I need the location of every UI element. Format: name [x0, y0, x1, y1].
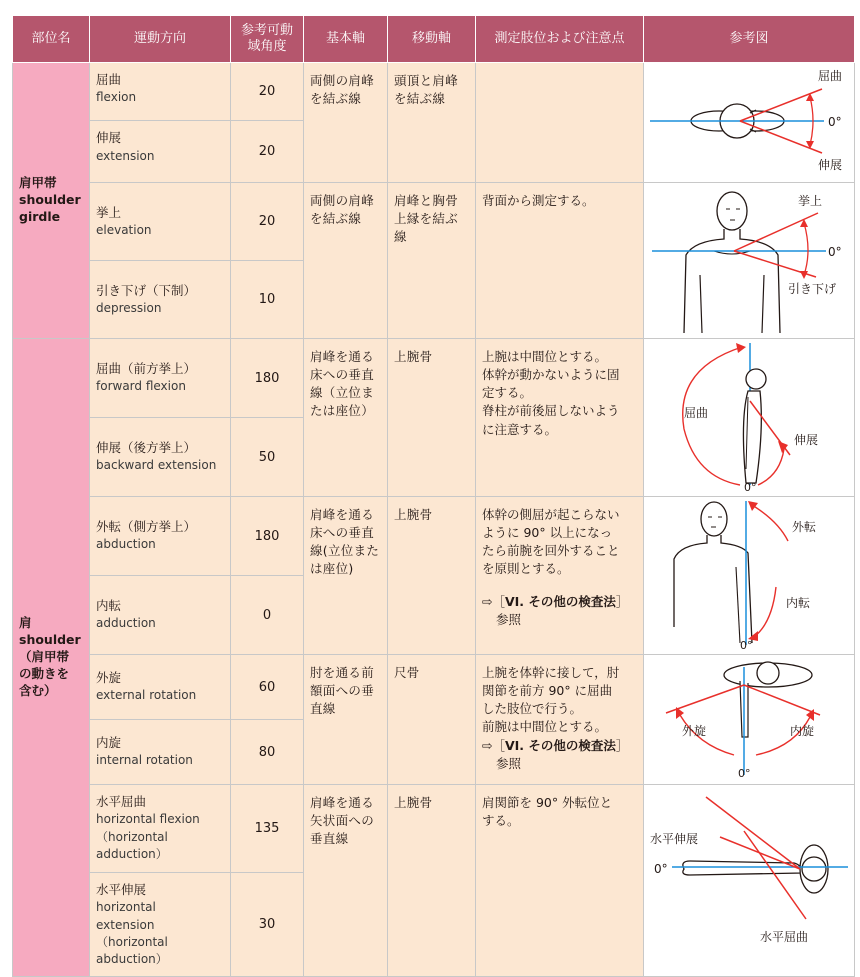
- table-row: [13, 63, 855, 121]
- basic-axis-line: 床への垂直: [310, 367, 375, 383]
- angle-cell: 50: [231, 418, 304, 497]
- figure-label-zero: 0°: [654, 862, 668, 876]
- angle-cell: 60: [231, 655, 304, 720]
- moving-axis-line: を結ぶ線: [394, 91, 446, 107]
- head-shape: [717, 192, 747, 230]
- basic-axis-line: 両側の肩峰: [310, 193, 375, 208]
- basic-axis-line: 肘を通る前: [310, 665, 375, 680]
- movement-cell: [90, 121, 231, 183]
- movement-en: backward extension: [96, 458, 217, 473]
- angle-cell: 135: [231, 785, 304, 873]
- figure-label-right: 内旋: [790, 724, 815, 738]
- guide-line: [706, 797, 800, 869]
- torso-outline: [674, 535, 752, 643]
- header-notes: 測定肢位および注意点: [476, 16, 644, 63]
- movement-ja: 伸展（後方挙上）: [96, 440, 197, 456]
- arrow-icon: [748, 501, 758, 511]
- movement-cell: [90, 655, 231, 720]
- cross-reference: [482, 737, 638, 755]
- figure-girdle-elevation: [644, 183, 854, 335]
- moving-axis-line: 上腕骨: [394, 349, 433, 364]
- movement-cell: [90, 63, 231, 121]
- basic-axis-line: 床への垂直: [310, 525, 375, 541]
- basic-axis-line: 線(立位また: [310, 543, 380, 559]
- header-basic-axis: 基本軸: [304, 16, 388, 63]
- movement-en: internal rotation: [96, 753, 193, 768]
- movement-en: adduction: [96, 616, 156, 631]
- basic-axis-cell: [304, 655, 388, 785]
- moving-axis-cell: [388, 339, 476, 497]
- reference-see: 参照: [496, 755, 522, 771]
- notes-line: 脊柱が前後屈しないよう: [482, 403, 620, 419]
- movement-ja: 屈曲: [96, 72, 122, 87]
- moving-axis-line: 上腕骨: [394, 507, 433, 522]
- notes-line: 肩関節を 90° 外転位と: [482, 795, 613, 810]
- basic-axis-cell: [304, 497, 388, 655]
- notes-line: 上腕を体幹に接して，肘: [482, 665, 620, 680]
- moving-axis-line: 上腕骨: [394, 795, 433, 810]
- notes-line: たら前腕を回外すること: [482, 543, 620, 559]
- header-figure: 参考図: [644, 16, 855, 63]
- movement-en: external rotation: [96, 688, 197, 703]
- movement-en: elevation: [96, 222, 152, 237]
- figure-label-bottom: 水平屈曲: [760, 930, 809, 944]
- adduction-arc: [754, 587, 776, 637]
- moving-axis-line: 上縁を結ぶ: [394, 211, 459, 227]
- figure-cell: [644, 655, 855, 785]
- movement-en: flexion: [96, 90, 137, 105]
- basic-axis-line: 直線: [310, 701, 336, 717]
- arrow-icon: [676, 707, 684, 719]
- figure-shoulder-horizontal: [644, 791, 854, 967]
- reference-suffix: ］: [615, 737, 629, 753]
- figure-label-left: 屈曲: [684, 406, 709, 420]
- table-row: [13, 497, 855, 576]
- internal-rotation-line: [744, 685, 820, 715]
- arm-inner-outline: [700, 275, 764, 333]
- reference-suffix: ］: [615, 593, 629, 609]
- header-angle-line1: 参考可動: [240, 22, 293, 38]
- arm-outline: [736, 567, 740, 643]
- movement-cell: [90, 576, 231, 655]
- movement-ja: 伸展: [96, 130, 122, 146]
- figure-cell: [644, 497, 855, 655]
- notes-cell: [476, 655, 644, 785]
- movement-en: horizontal: [96, 900, 156, 915]
- torso-outline: [684, 229, 780, 333]
- basic-axis-line: 垂直線: [310, 831, 349, 847]
- movement-ja: 内旋: [96, 735, 122, 751]
- notes-line: 定する。: [482, 385, 533, 401]
- figure-label-zero: 0°: [740, 639, 753, 651]
- moving-axis-cell: [388, 655, 476, 785]
- figure-label-left: 外旋: [682, 724, 707, 738]
- head-shape: [701, 502, 727, 536]
- figure-cell: [644, 63, 855, 183]
- header-movement: 運動方向: [90, 16, 231, 63]
- movement-cell: [90, 418, 231, 497]
- moving-axis-cell: [388, 497, 476, 655]
- arrow-icon: [736, 343, 746, 353]
- movement-ja: 外旋: [96, 670, 122, 686]
- notes-line: 関節を前方 90° に屈曲: [482, 683, 613, 699]
- head-shape: [746, 369, 766, 389]
- notes-cell: [476, 339, 644, 497]
- notes-cell: [476, 183, 644, 339]
- movement-cell: [90, 720, 231, 785]
- notes-line: 前腕は中間位とする。: [482, 719, 608, 735]
- notes-line: 体幹の側屈が起こらない: [482, 507, 620, 522]
- movement-ja: 外転（側方挙上）: [96, 519, 197, 535]
- head-top-shape: [757, 662, 779, 684]
- basic-axis-line: 線（立位ま: [310, 385, 375, 401]
- arrow-down-icon: [800, 271, 808, 279]
- part-label-note: 含む）: [19, 682, 57, 698]
- angle-cell: 20: [231, 121, 304, 183]
- notes-cell: [476, 63, 644, 183]
- movement-cell: [90, 339, 231, 418]
- basic-axis-line: たは座位）: [310, 403, 375, 419]
- rom-table-container: [12, 15, 854, 977]
- movement-en: extension: [96, 917, 155, 932]
- basic-axis-line: を結ぶ線: [310, 91, 362, 107]
- movement-en: forward flexion: [96, 379, 186, 394]
- movement-en: abduction: [96, 537, 156, 552]
- notes-cell: [476, 785, 644, 977]
- angle-cell: 0: [231, 576, 304, 655]
- part-shoulder: [13, 339, 90, 977]
- basic-axis-line: 肩峰を通る: [310, 507, 375, 522]
- figure-girdle-flexion: [644, 63, 854, 179]
- moving-axis-cell: [388, 183, 476, 339]
- table-row: [13, 183, 855, 261]
- movement-cell: [90, 497, 231, 576]
- movement-cell: [90, 261, 231, 339]
- angle-cell: 20: [231, 183, 304, 261]
- figure-label-zero: 0°: [828, 115, 842, 129]
- rotation-arc: [804, 223, 808, 275]
- figure-shoulder-flexion: [644, 339, 854, 493]
- figure-label-zero: 0°: [738, 767, 751, 780]
- moving-axis-line: 線: [394, 229, 407, 245]
- movement-en: adduction）: [96, 846, 168, 861]
- reference-title: VI. その他の検査法: [504, 737, 616, 753]
- notes-line: 体幹が動かないように固: [482, 367, 620, 383]
- basic-axis-cell: [304, 183, 388, 339]
- table-row: [13, 655, 855, 720]
- movement-cell: [90, 785, 231, 873]
- angle-cell: 180: [231, 339, 304, 418]
- part-label-note: （肩甲帯: [19, 649, 70, 665]
- reference-prefix: ⇨［: [482, 737, 505, 753]
- angle-cell: 30: [231, 873, 304, 977]
- figure-cell: [644, 183, 855, 339]
- moving-axis-cell: [388, 785, 476, 977]
- basic-axis-cell: [304, 339, 388, 497]
- movement-en: （horizontal: [96, 829, 168, 844]
- basic-axis-line: 肩峰を通る: [310, 349, 375, 364]
- angle-cell: 20: [231, 63, 304, 121]
- movement-cell: [90, 873, 231, 977]
- figure-label-zero: 0°: [828, 245, 842, 259]
- reference-see: 参照: [496, 611, 522, 627]
- notes-line: を原則とする。: [482, 561, 570, 577]
- figure-shoulder-rotation: [644, 655, 854, 781]
- notes-line: した肢位で行う。: [482, 701, 583, 717]
- moving-axis-line: 頭頂と肩峰: [394, 73, 459, 88]
- movement-en: （horizontal: [96, 934, 168, 949]
- horizontal-flexion-line: [744, 831, 806, 919]
- figure-label-bottom: 伸展: [818, 158, 843, 172]
- movement-ja: 水平屈曲: [96, 794, 147, 809]
- figure-label-bottom: 引き下げ: [788, 282, 837, 296]
- movement-en: extension: [96, 148, 155, 163]
- angle-cell: 180: [231, 497, 304, 576]
- figure-shoulder-abduction: [644, 497, 854, 651]
- table-row: [13, 339, 855, 418]
- part-label-ja: 肩甲帯: [19, 175, 57, 191]
- table-row: [13, 785, 855, 873]
- header-angle-line2: 域角度: [247, 39, 287, 54]
- head-top-shape: [802, 857, 826, 881]
- basic-axis-line: 額面への垂: [310, 683, 375, 699]
- movement-ja: 引き下げ（下制）: [96, 282, 197, 298]
- reference-prefix: ⇨［: [482, 593, 505, 609]
- abduction-arc: [752, 505, 788, 541]
- movement-ja: 屈曲（前方挙上）: [96, 361, 197, 377]
- part-label-note: の動きを: [19, 665, 70, 681]
- moving-axis-cell: [388, 63, 476, 183]
- movement-ja: 水平伸展: [96, 882, 147, 897]
- basic-axis-line: 両側の肩峰: [310, 73, 375, 88]
- header-part: 部位名: [13, 16, 90, 63]
- angle-cell: 80: [231, 720, 304, 785]
- range-of-motion-table: [12, 15, 855, 977]
- moving-axis-line: 尺骨: [394, 665, 420, 680]
- part-label-en: shoulder: [19, 632, 81, 648]
- movement-ja: 内転: [96, 598, 122, 614]
- header-row: [13, 16, 855, 63]
- movement-en: horizontal flexion: [96, 812, 200, 827]
- basic-axis-cell: [304, 785, 388, 977]
- figure-cell: [644, 785, 855, 977]
- figure-label-bottom: 内転: [786, 596, 811, 610]
- header-moving-axis: 移動軸: [388, 16, 476, 63]
- moving-axis-line: 肩峰と胸骨: [394, 193, 459, 208]
- movement-en: depression: [96, 300, 162, 315]
- notes-line: ように 90° 以上になっ: [482, 525, 613, 541]
- header-angle: [231, 16, 304, 63]
- figure-label-top: 水平伸展: [650, 832, 699, 846]
- movement-en: abduction）: [96, 952, 168, 967]
- angle-cell: 10: [231, 261, 304, 339]
- notes-line: 上腕は中間位とする。: [482, 349, 608, 364]
- movement-cell: [90, 183, 231, 261]
- figure-label-top: 屈曲: [818, 69, 843, 83]
- elevation-line: [734, 213, 818, 251]
- basic-axis-line: は座位): [310, 561, 354, 577]
- notes-cell: [476, 497, 644, 655]
- basic-axis-cell: [304, 63, 388, 183]
- part-label-en: shoulder: [19, 192, 81, 208]
- movement-ja: 挙上: [96, 204, 122, 220]
- figure-label-right: 伸展: [794, 433, 819, 447]
- figure-cell: [644, 339, 855, 497]
- figure-label-top: 外転: [792, 520, 817, 534]
- basic-axis-line: 肩峰を通る: [310, 795, 375, 810]
- basic-axis-line: 矢状面への: [310, 813, 375, 829]
- cross-reference: [482, 593, 638, 611]
- figure-label-top: 挙上: [798, 194, 823, 208]
- notes-line: 背面から測定する。: [482, 193, 595, 208]
- part-label-en: girdle: [19, 208, 61, 224]
- notes-line: する。: [482, 813, 520, 829]
- part-label-ja: 肩: [19, 615, 32, 631]
- notes-line: に注意する。: [482, 421, 558, 437]
- extension-arc: [758, 449, 784, 485]
- basic-axis-line: を結ぶ線: [310, 211, 362, 227]
- reference-title: VI. その他の検査法: [504, 593, 616, 609]
- figure-label-zero: 0°: [744, 481, 757, 493]
- part-shoulder-girdle: [13, 63, 90, 339]
